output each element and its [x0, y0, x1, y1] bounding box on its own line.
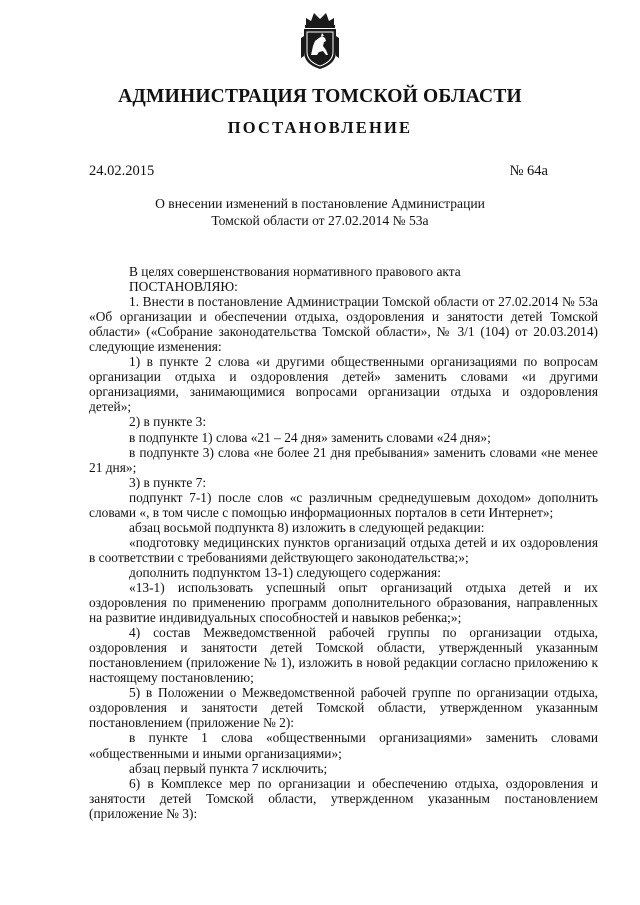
- paragraph: подпункт 7-1) после слов «с различным среднедушевым доходом» дополнить словами «, в том числе с помощью информационных порталов в сети Интернет»;: [89, 489, 598, 520]
- paragraph: ПОСТАНОВЛЯЮ:: [129, 279, 238, 295]
- paragraph: «13-1) использовать успешный опыт организаций отдыха детей и их оздоровления по применению программ дополнительного образования, направленных на развитие индивидуальных способностей и навыков ребенка;»;: [89, 579, 598, 626]
- document-subject: [0, 195, 640, 229]
- paragraph: в пункте 1 слова «общественными организациями» заменить словами «общественными и иными организациями»;: [89, 730, 598, 761]
- paragraph: 6) в Комплексе мер по организации и обеспечению отдыха, оздоровления и занятости детей Томской области, утвержденном указанным постановлением (приложение № 3):: [89, 775, 598, 821]
- paragraph: 2) в пункте 3:: [129, 414, 207, 430]
- paragraph: дополнить подпунктом 13-1) следующего содержания:: [129, 564, 441, 580]
- paragraph: в подпункте 3) слова «не более 21 дня пребывания» заменить словами «не менее 21 дня»;: [89, 444, 598, 475]
- paragraph: абзац первый пункта 7 исключить;: [129, 760, 328, 776]
- paragraph: абзац восьмой подпункта 8) изложить в следующей редакции:: [129, 519, 485, 535]
- document-body: [89, 264, 598, 821]
- paragraph: 4) состав Межведомственной рабочей группы по организации отдыха, оздоровления и занятости детей Томской области, утвержденный указанным постановлением (приложение № 1), изложить в новой редакции согласно приложению к настоящему постановлению;: [89, 625, 598, 686]
- paragraph: 5) в Положении о Межведомственной рабочей группе по организации отдыха, оздоровления и занятости детей Томской области, утвержденном указанным постановлением (приложение № 2):: [89, 685, 598, 731]
- subject-line: Томской области от 27.02.2014 № 53а: [211, 213, 429, 228]
- paragraph: 3) в пункте 7:: [129, 474, 207, 490]
- paragraph: 1) в пункте 2 слова «и другими общественными организациями по вопросам организации отдыха и оздоровления детей» заменить словами «и другими организациями, занимающимися вопросами организации отдыха и оздоровления детей»;: [89, 354, 598, 415]
- document-type: ПОСТАНОВЛЕНИЕ: [227, 118, 413, 137]
- paragraph: В целях совершенствования нормативного правового акта: [129, 264, 461, 279]
- subject-line: О внесении изменений в постановление Администрации: [155, 196, 485, 211]
- document-number: № 64а: [509, 163, 548, 179]
- organization-title: АДМИНИСТРАЦИЯ ТОМСКОЙ ОБЛАСТИ: [118, 86, 522, 107]
- paragraph: в подпункте 1) слова «21 – 24 дня» заменить словами «24 дня»;: [129, 429, 491, 445]
- paragraph: 1. Внести в постановление Администрации Томской области от 27.02.2014 № 53а «Об организации и обеспечении отдыха, оздоровления и занятости детей Томской области» («Собрание законодательства Томской области», № 3/1 (104) от 20.03.2014) следующие изменения:: [89, 294, 598, 355]
- paragraph: «подготовку медицинских пунктов организаций отдыха детей и их оздоровления в соответствии с требованиями действующего законодательства;»;: [89, 534, 598, 565]
- tomsk-coat-of-arms-icon: [298, 8, 342, 72]
- document-date: 24.02.2015: [89, 163, 155, 179]
